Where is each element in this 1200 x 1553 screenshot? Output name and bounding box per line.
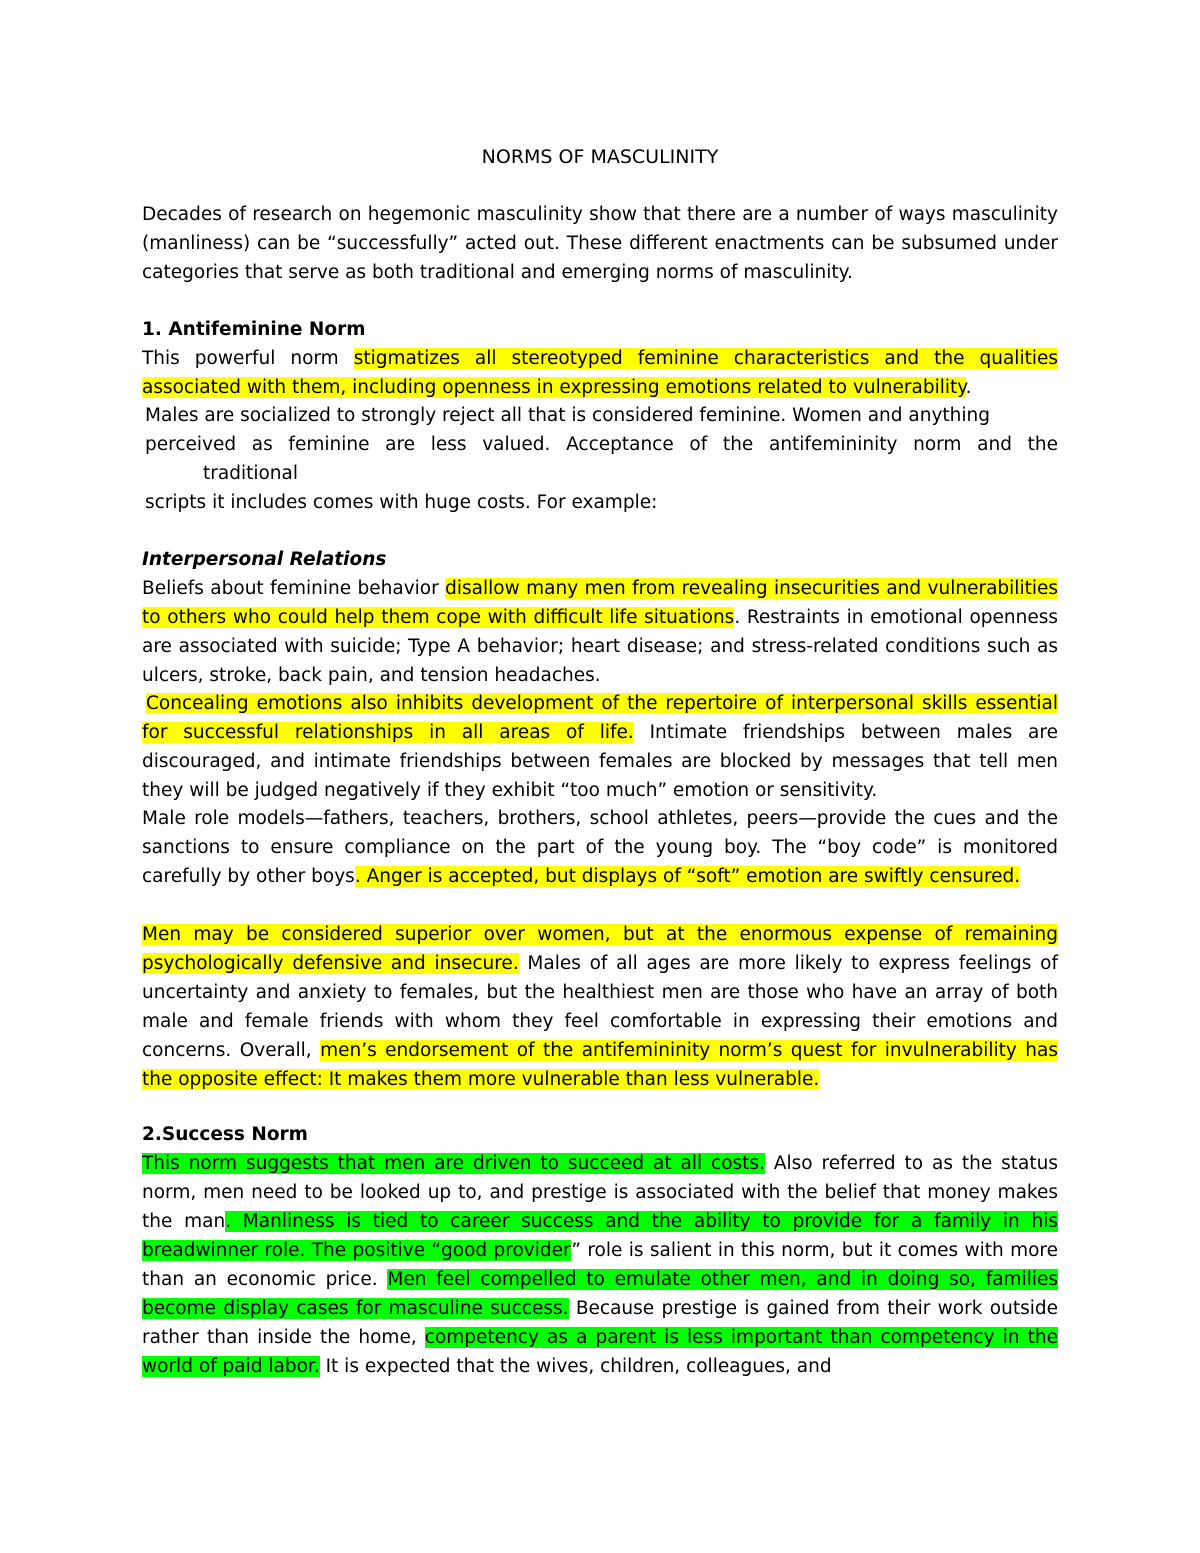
section1-heading: 1. Antifeminine Norm bbox=[142, 319, 366, 340]
section2-heading: 2.Success Norm bbox=[142, 1124, 308, 1145]
section1-paragraph-2-line-3: traditional bbox=[203, 463, 298, 484]
section2-paragraph-1 bbox=[142, 1149, 1058, 1381]
green-highlight: . Manliness is tied to career success and the ability to provide for a family in his breadwinner role. The positive “good provider bbox=[142, 1211, 1059, 1261]
yellow-highlight: stigmatizes all stereotyped feminine characteristics and the qualities associated with them, including openness in expressing emotions related to vulnerability bbox=[142, 348, 1058, 398]
text-run: Males of all ages are more likely to express feelings of uncertainty and anxiety to females, but the healthiest men are those who have an array of both male and female friends with whom they feel comfortable in expressing their emotions and concerns. Overall, bbox=[142, 953, 1058, 1061]
text-run: . Restraints in emotional openness are associated with suicide; Type A behavior; heart disease; and stress-related conditions such as ulcers, stroke, back pain, and tension headaches. bbox=[142, 607, 1059, 686]
yellow-highlight: disallow many men from revealing insecurities and vulnerabilities to others who could help them cope with difficult life situations bbox=[142, 578, 1058, 628]
interpersonal-relations-subheading: Interpersonal Relations bbox=[142, 549, 387, 570]
green-highlight: This norm suggests that men are driven to succeed at all costs. bbox=[142, 1153, 765, 1174]
text-run: Male role models—fathers, teachers, brothers, school athletes, peers—provide the cues and the sanctions to ensure compliance on the part of the young boy. The “boy code” is monitored carefully by other boys bbox=[142, 808, 1058, 887]
text-run: Also referred to as the status norm, men need to be looked up to, and prestige is associated with the belief that money makes the man bbox=[142, 1153, 1059, 1232]
text-run: Beliefs about feminine behavior bbox=[142, 578, 446, 599]
text-run: ” role is salient in this norm, but it comes with more than an economic price. bbox=[142, 1240, 1058, 1290]
yellow-highlight: men’s endorsement of the antifemininity norm’s quest for invulnerability has the opposite effect: It makes them more vulnerable than less vulnerable. bbox=[142, 1040, 1058, 1090]
green-highlight: Men feel compelled to emulate other men, and in doing so, families become display cases for masculine success. bbox=[142, 1269, 1059, 1319]
yellow-highlight: Concealing emotions also inhibits development of the repertoire of interpersonal skills essential for successful relationships in all areas of life. bbox=[142, 693, 1058, 743]
yellow-highlight: . Anger is accepted, but displays of “soft” emotion are swiftly censured. bbox=[354, 866, 1021, 887]
intro-paragraph: Decades of research on hegemonic masculinity show that there are a number of ways masculinity (manliness) can be “successfully” acted out. These different enactments can be subsumed under categories that serve as both traditional and emerging norms of masculinity. bbox=[142, 204, 1058, 283]
section1-paragraph-5 bbox=[142, 804, 1058, 891]
text-run: Intimate friendships between males are discouraged, and intimate friendships between females are blocked by messages that tell men they will be judged negatively if they exhibit “too much” emotion or sensitivity. bbox=[142, 722, 1058, 801]
green-highlight: competency as a parent is less important than competency in the world of paid labor. bbox=[142, 1327, 1058, 1377]
section1-paragraph-2-line-2: perceived as feminine are less valued. Acceptance of the antifemininity norm and the bbox=[145, 434, 1058, 455]
section1-paragraph-4 bbox=[142, 689, 1058, 805]
section1-paragraph-2-line-1: Males are socialized to strongly reject all that is considered feminine. Women and anything bbox=[145, 405, 990, 426]
text-run: This powerful norm bbox=[142, 348, 354, 369]
yellow-highlight: Men may be considered superior over women, but at the enormous expense of remaining psychologically defensive and insecure. bbox=[142, 924, 1058, 974]
section1-paragraph-6 bbox=[142, 920, 1058, 1094]
text-run: It is expected that the wives, children, colleagues, and bbox=[319, 1356, 832, 1377]
text-run: Because prestige is gained from their work outside rather than inside the home, bbox=[142, 1298, 1058, 1348]
section1-paragraph-2-line-4: scripts it includes comes with huge costs. For example: bbox=[145, 492, 658, 513]
section1-paragraph-1 bbox=[142, 344, 1058, 402]
text-run: . bbox=[965, 377, 972, 398]
document-title: NORMS OF MASCULINITY bbox=[481, 146, 719, 168]
section1-paragraph-3 bbox=[142, 574, 1058, 690]
